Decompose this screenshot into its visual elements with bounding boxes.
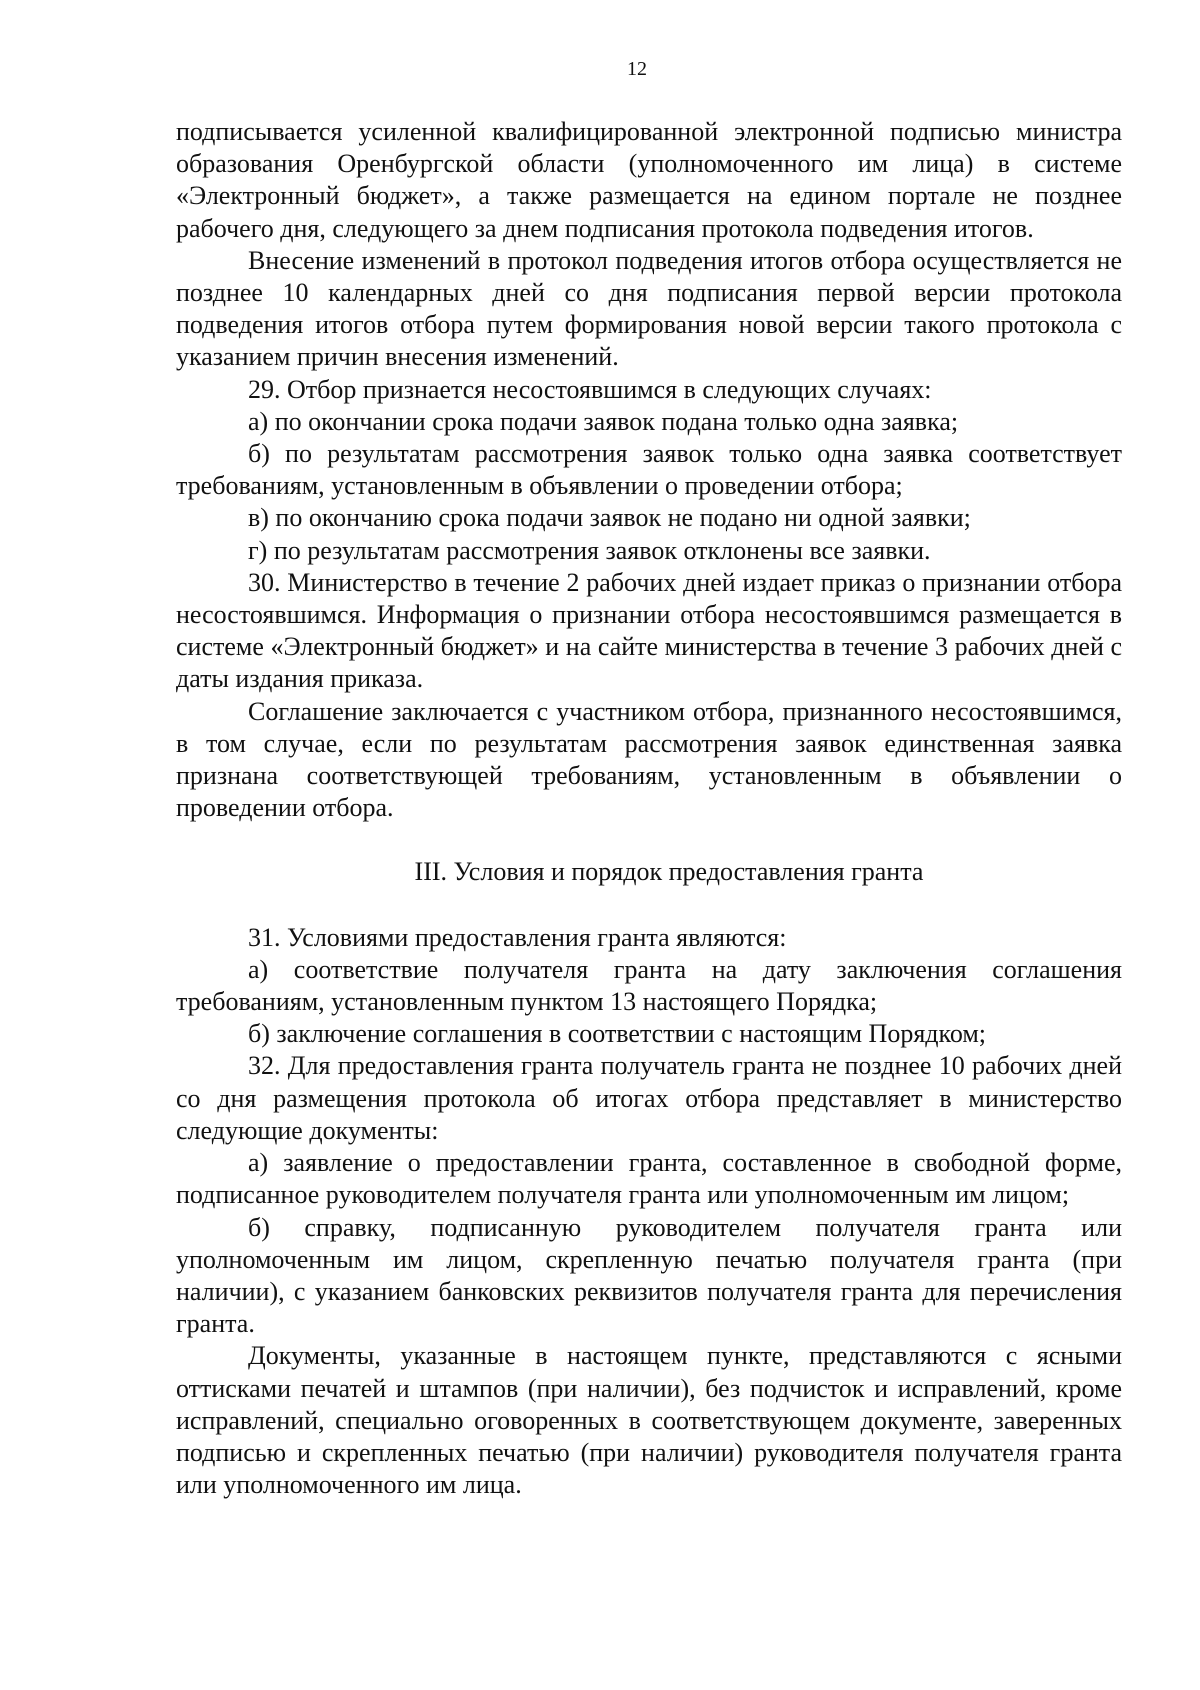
paragraph: 31. Условиями предоставления гранта являются: [248,922,787,952]
paragraph: подписывается усиленной квалифицированной электронной подписью министра образования Оренбургской области (уполномоченного им лица) в системе «Электронный бюджет», а также размещается на едином портале не позднее рабочего дня, следующего за днем подписания протокола подведения итогов. [176,117,1122,243]
paragraph: Внесение изменений в протокол подведения итогов отбора осуществляется не позднее 10 календарных дней со дня подписания первой версии протокола подведения итогов отбора путем формирования новой версии такого протокола с указанием причин внесения изменений. [176,245,1122,372]
paragraph: Соглашение заключается с участником отбора, признанного несостоявшимся, в том случае, если по результатам рассмотрения заявок единственная заявка признана соответствующей требованиям, установленным в объявлении о проведении отбора. [176,696,1122,823]
paragraph: Документы, указанные в настоящем пункте, представляются с ясными оттисками печатей и штампов (при наличии), без подчисток и исправлений, кроме исправлений, специально оговоренных в соответствующем документе, заверенных подписью и скрепленных печатью (при наличии) руководителя получателя гранта или уполномоченного им лица. [176,1341,1122,1500]
paragraph: а) соответствие получателя гранта на дату заключения соглашения требованиям, установленным пунктом 13 настоящего Порядка; [176,954,1122,1017]
paragraph: а) заявление о предоставлении гранта, составленное в свободной форме, подписанное руководителем получателя гранта или уполномоченным им лицом; [176,1148,1122,1210]
paragraph: 29. Отбор признается несостоявшимся в следующих случаях: [248,374,932,404]
page-number: 12 [627,58,647,80]
paragraph: б) справку, подписанную руководителем получателя гранта или уполномоченным им лицом, скрепленную печатью получателя гранта (при наличии), с указанием банковских реквизитов получателя гранта для перечисления гранта. [176,1212,1122,1339]
paragraph: б) заключение соглашения в соответствии с настоящим Порядком; [248,1019,987,1049]
paragraphs-after-section [176,922,1122,1502]
paragraph: 30. Министерство в течение 2 рабочих дней издает приказ о признании отбора несостоявшимся. Информация о признании отбора несостоявшимся размещается в системе «Электронный бюджет» и на сайте министерства в течение 3 рабочих дней с даты издания приказа. [176,567,1122,694]
paragraph: г) по результатам рассмотрения заявок отклонены все заявки. [248,535,931,565]
paragraph: а) по окончании срока подачи заявок подана только одна заявка; [248,406,959,436]
section-heading: III. Условия и порядок предоставления гранта [414,857,924,887]
paragraph: б) по результатам рассмотрения заявок только одна заявка соответствует требованиям, установленным в объявлении о проведении отбора; [176,439,1122,501]
paragraph: в) по окончанию срока подачи заявок не подано ни одной заявки; [248,503,971,533]
paragraphs-before-section [176,116,1122,824]
paragraph: 32. Для предоставления гранта получатель гранта не позднее 10 рабочих дней со дня размещения протокола об итогах отбора представляет в министерство следующие документы: [176,1051,1122,1145]
